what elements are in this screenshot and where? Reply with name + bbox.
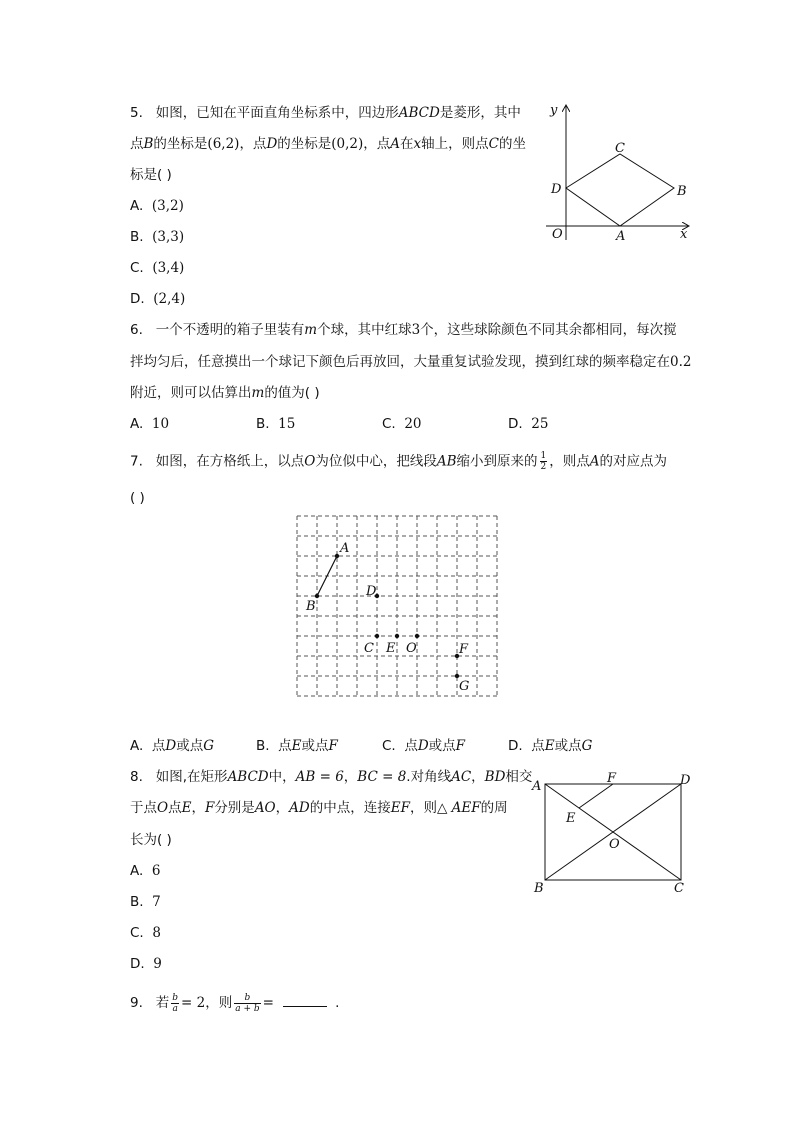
q6-line-3: 附近，则可以估算出m的值为( ) [130,385,320,401]
q8-number: 8. [130,769,143,785]
label-d: D [680,773,691,788]
label-c: C [364,641,374,656]
q8-option-d[interactable]: D. 9 [130,956,162,972]
q5-option-b[interactable]: B. (3,3) [130,229,185,245]
q8-line-1: 8. 如图,在矩形ABCD中，AB = 6，BC = 8.对角线AC，BD相交 [130,769,533,785]
q5-rhombus-figure [538,100,698,245]
label-g: G [459,679,470,694]
fraction-b-over-a: $\frac{b}{a}$ [172,992,179,1014]
label-f: F [459,642,469,657]
label-x: x [680,227,688,242]
q7-line-2: ( ) [130,490,145,506]
q7-option-c[interactable]: C. 点D或点F [382,738,466,754]
q6-option-b[interactable]: B. 15 [256,416,296,432]
label-d: D [551,182,562,197]
q8-line-3: 长为( ) [130,832,172,848]
point-o [415,634,419,638]
q5-option-c[interactable]: C. (3,4) [130,260,185,276]
label-e: E [386,641,396,656]
q7-option-b[interactable]: B. 点E或点F [256,738,338,754]
q9-line: 9. 若 $\frac{b}{a}$ = 2，则 $\frac{b}{a + b}$ = . [130,992,340,1014]
q8-option-a[interactable]: A. 6 [130,863,161,879]
q7-option-d[interactable]: D. 点E或点G [508,738,593,754]
q6-line-2: 拌均匀后，任意摸出一个球记下颜色后再放回，大量重复试验发现，摸到红球的频率稳定在0.2 [130,354,692,370]
q6-option-a[interactable]: A. 10 [130,416,170,432]
point-a [335,554,339,558]
q7-option-a[interactable]: A. 点D或点G [130,738,215,754]
q5-number: 5. [130,105,143,121]
label-a: A [532,779,542,794]
q9-number: 9. [130,995,143,1011]
label-b: B [534,881,544,896]
q6-line-1: 6. 一个不透明的箱子里装有m个球，其中红球3个，这些球除颜色不同其余都相同，每次搅 [130,322,677,338]
label-o: O [406,641,417,656]
q6-option-c[interactable]: C. 20 [382,416,422,432]
q8-option-c[interactable]: C. 8 [130,925,161,941]
fraction-b-over-a-plus-b: $\frac{b}{a + b}$ [235,992,260,1014]
point-c [375,634,379,638]
label-y: y [550,103,558,118]
q5-option-d[interactable]: D. (2,4) [130,291,186,307]
q8-rectangle-figure [528,768,698,896]
point-g [455,674,459,678]
label-o: O [609,837,620,852]
label-a: A [340,541,350,556]
label-o: O [552,227,563,242]
q5-line-3: 标是( ) [130,167,172,183]
fraction-one-half: $\frac{1}{2}$ [540,451,547,472]
answer-blank[interactable] [283,992,327,1007]
label-f: F [607,771,617,786]
q5-line-2: 点B的坐标是(6,2)，点D的坐标是(0,2)，点A在x轴上，则点C的坐 [130,136,526,152]
dashed-grid [297,516,497,696]
rhombus-abcd [566,154,674,226]
segment-ef [579,784,613,808]
label-d: D [366,584,377,599]
q8-option-b[interactable]: B. 7 [130,894,161,910]
q7-number: 7. [130,453,143,470]
q5-line-1: 5. 如图，已知在平面直角坐标系中，四边形ABCD是菱形，其中 [130,105,521,121]
label-e: E [566,811,576,826]
label-c: C [615,141,625,156]
q8-line-2: 于点O点E，F分别是AO，AD的中点，连接EF，则△ AEF的周 [130,800,508,816]
q6-option-d[interactable]: D. 25 [508,416,549,432]
label-b: B [677,184,687,199]
q7-grid-figure [290,510,505,702]
point-b [315,594,319,598]
q5-option-a[interactable]: A. (3,2) [130,198,184,214]
label-c: C [674,881,684,896]
label-a: A [616,229,626,244]
label-b: B [306,599,316,614]
q6-number: 6. [130,322,143,338]
point-e [395,634,399,638]
q7-line-1: 7. 如图，在方格纸上，以点O为位似中心，把线段AB缩小到原来的 $\frac{1}{2}$ ，则点A的对应点为 [130,451,667,472]
